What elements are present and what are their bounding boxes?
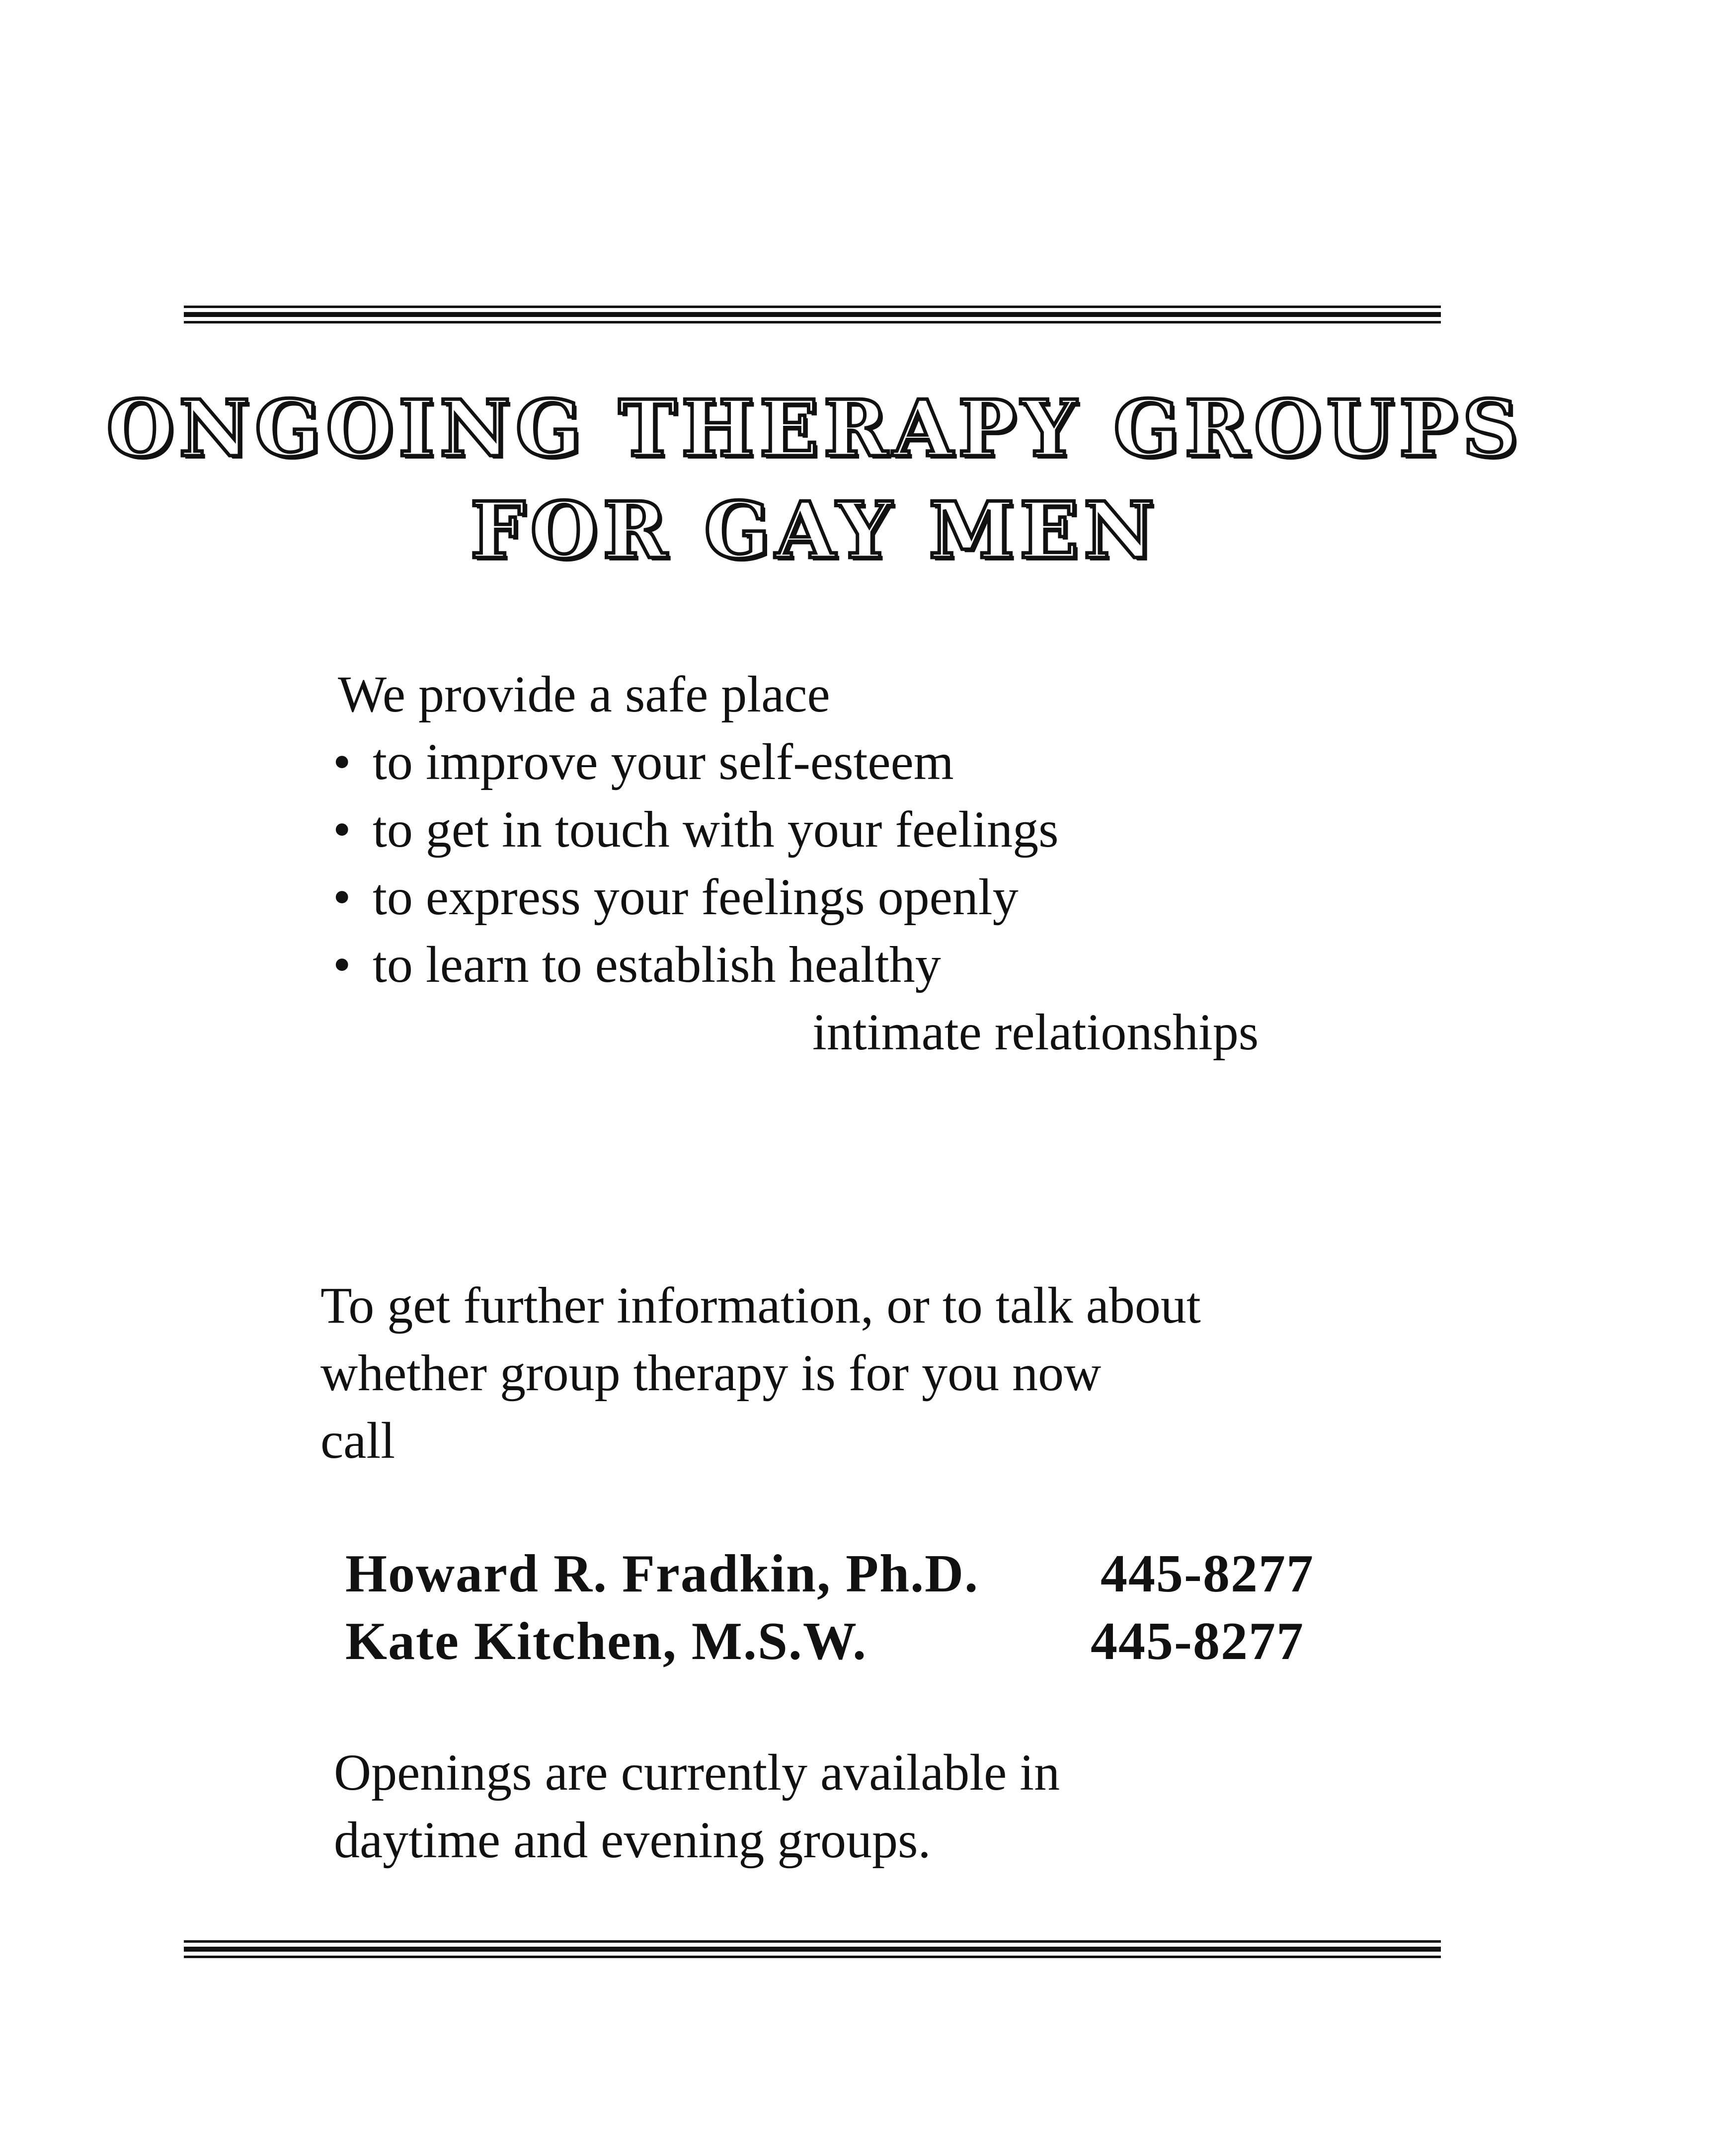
bullet-text: to improve your self-esteem — [373, 733, 954, 790]
contact-name-fradkin: Howard R. Fradkin, Ph.D. — [345, 1544, 979, 1603]
bullet-text: to express your feelings openly — [373, 869, 1019, 926]
bullet-text: to get in touch with your feelings — [373, 801, 1059, 858]
bullet-marker: • — [333, 733, 351, 790]
info-text-line-3: call — [320, 1412, 395, 1469]
info-text-line-1: To get further information, or to talk about — [320, 1277, 1201, 1334]
intro-text: We provide a safe place — [338, 666, 830, 723]
bullet-text: to learn to establish healthy — [373, 936, 941, 993]
bullet-marker: • — [333, 936, 351, 993]
openings-text-line-2: daytime and evening groups. — [334, 1812, 931, 1869]
headline-line-2: FOR GAY MEN — [470, 485, 1160, 576]
bottom-divider-rule — [184, 1940, 1441, 1960]
bullet-item — [333, 796, 1059, 864]
info-text-line-2: whether group therapy is for you now — [320, 1344, 1102, 1402]
bullet-marker: • — [333, 801, 351, 858]
headline-line-1: ONGOING THERAPY GROUPS — [106, 383, 1523, 474]
bullet-marker: • — [333, 869, 351, 926]
bullet-item — [333, 864, 1019, 931]
contact-phone-kitchen: 445-8277 — [1091, 1612, 1304, 1671]
bullet-item — [333, 931, 941, 999]
bullet-continuation: intimate relationships — [812, 1004, 1259, 1061]
openings-text-line-1: Openings are currently available in — [334, 1744, 1060, 1801]
contact-phone-fradkin: 445-8277 — [1101, 1544, 1314, 1603]
contact-name-kitchen: Kate Kitchen, M.S.W. — [345, 1612, 867, 1671]
bullet-item — [333, 728, 954, 796]
top-divider-rule — [184, 306, 1441, 325]
